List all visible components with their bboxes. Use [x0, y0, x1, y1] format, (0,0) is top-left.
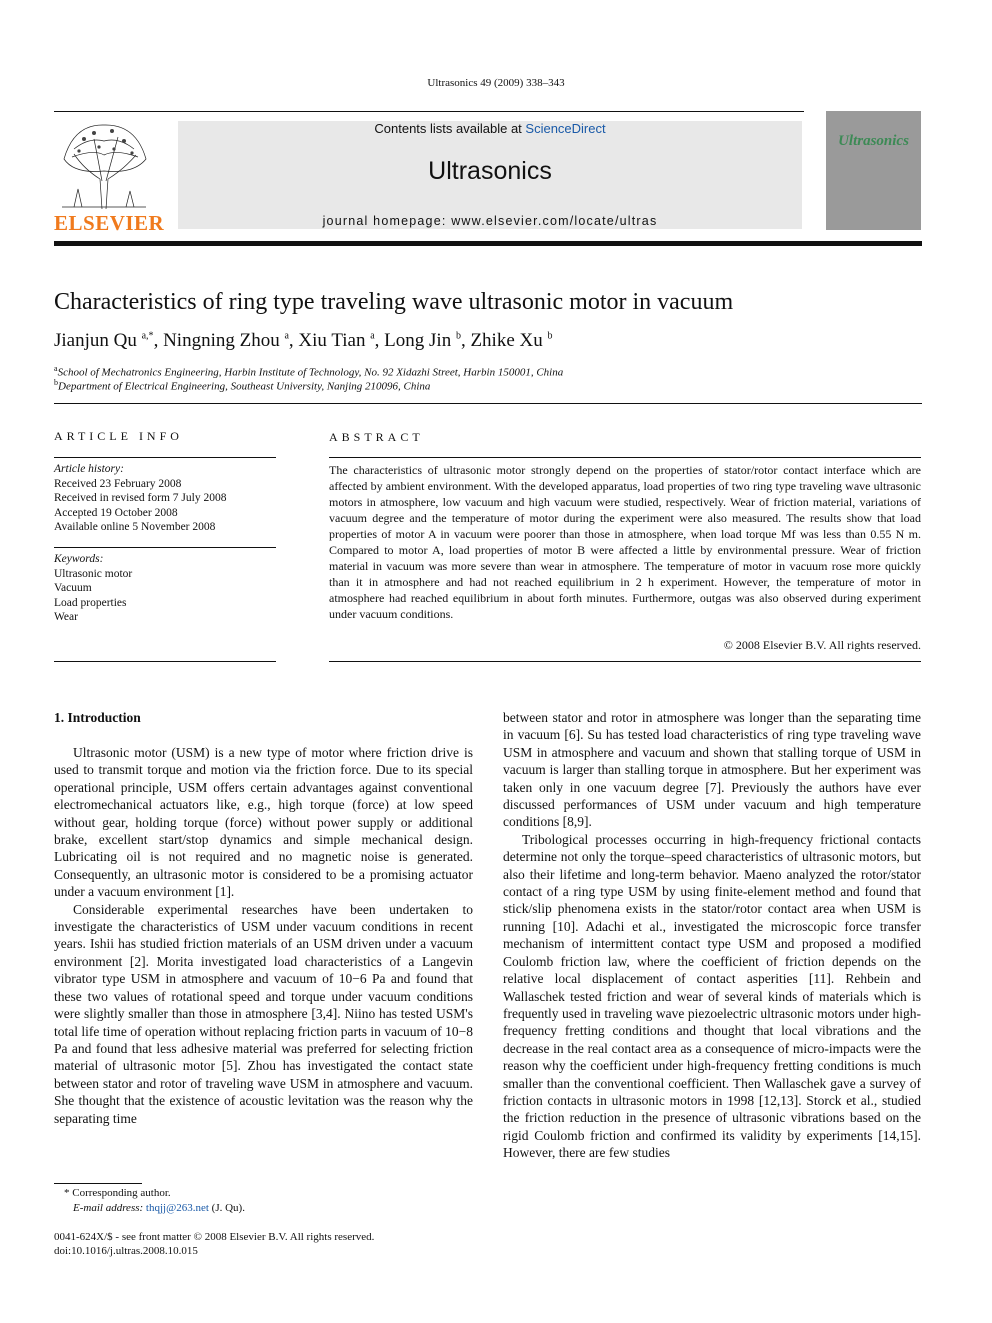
- footnote: [54, 1186, 245, 1215]
- section-heading: 1. Introduction: [54, 710, 141, 725]
- journal-citation: Ultrasonics 49 (2009) 338–343: [427, 77, 565, 89]
- author-sup: a: [284, 330, 289, 342]
- history-item: Received in revised form 7 July 2008: [54, 492, 227, 504]
- keyword-item: Ultrasonic motor: [54, 567, 133, 580]
- journal-title: Ultrasonics: [428, 157, 552, 185]
- affiliation-a: [54, 364, 563, 379]
- email-owner: (J. Qu).: [208, 1201, 245, 1214]
- affiliation-rule: [54, 403, 922, 404]
- keywords-label: Keywords:: [54, 553, 104, 565]
- author-name: Ningning Zhou: [163, 330, 280, 351]
- right-column: [503, 709, 921, 1162]
- history-item: Available online 5 November 2008: [54, 521, 216, 533]
- journal-homepage[interactable]: journal homepage: www.elsevier.com/locate/ultras: [322, 214, 658, 228]
- sciencedirect-link[interactable]: ScienceDirect: [525, 121, 606, 136]
- email-label: E-mail address:: [73, 1201, 146, 1214]
- abstract-bottom-rule: [329, 661, 921, 662]
- paper-title: Characteristics of ring type traveling wave ultrasonic motor in vacuum: [54, 289, 734, 315]
- body-paragraph: between stator and rotor in atmosphere was longer than the separating time in vacuum [6]. Su has tested load characteristics of ring type traveling wave USM in atmosphere and vacuum and shown that stalling torque of USM in vacuum is larger than stalling torque in atmosphere. But her experiment was taken only in one vacuum degree [7]. Previously the authors have ever discussed performances of USM under vacuum and high temperature conditions [8,9].: [503, 710, 921, 830]
- keyword-item: Vacuum: [54, 582, 92, 594]
- abstract-copyright: © 2008 Elsevier B.V. All rights reserved.: [723, 638, 921, 652]
- tree-icon: [54, 119, 154, 211]
- keywords: [54, 552, 132, 625]
- abstract-text: The characteristics of ultrasonic motor strongly depend on the properties of stator/rotor contact interface which are affected by ambient environment. With the developed apparatus, load properties of two ring type traveling wave ultrasonic motors in atmosphere, low vacuum and high vacuum were studied, respectively. Wear of friction material, variations of vacuum degree and the temperature of motor during the experiment were also measured. The results show that load properties of motor A in vacuum were poorer than those in atmosphere, when load torque Mf was less than 0.55 N m. Compared to motor A, load properties of motor B were affected a little by environmental pressure. Wear of friction material in vacuum was more severe than wear in atmosphere. The temperature of motor in vacuum rose more quickly than it in atmosphere and had not reached equilibrium in 2 h experiment. However, the temperature of motor in atmosphere had reached equilibrium in about forth minutes. Furthermore, outgas was also observed during experiment under vacuum conditions.: [329, 463, 921, 621]
- keywords-rule: [54, 547, 276, 548]
- body-paragraph: Ultrasonic motor (USM) is a new type of motor where friction drive is used to transmit torque and motion via the friction force. Due to its special operational principle, USM offers certain advantages against conventional electromechanical actuators like, e.g., high torque (force) at low speed without gear, holding torque (force) without power supply or additional brake, excellent start/stop dynamics and simple mechanical design. Lubricating oil is not required and no magnetic noise is generated. Consequently, an ultrasonic motor is considered to be a promising actuator under a vacuum environment [1].: [54, 745, 473, 900]
- history-item: Accepted 19 October 2008: [54, 506, 178, 519]
- cover-title: Ultrasonics: [838, 133, 909, 149]
- contents-prefix: Contents lists available at: [374, 121, 526, 136]
- issn-info: [54, 1230, 374, 1258]
- issn-line: 0041-624X/$ - see front matter © 2008 Elsevier B.V. All rights reserved.: [54, 1231, 375, 1243]
- body-paragraph: Tribological processes occurring in high-frequency frictional contacts determine not only the torque–speed characteristics of ultrasonic motors, but also their lifetime and long-term behavior. Maeno analyzed the rotor/stator contact of a ring type USM by using finite-element method and found that stick/slip phenomena exists in the stator/rotor contact area when USM is running [10]. Adachi et al., investigated the microscopic force transfer mechanism of intermittent contact type USM and proposed a modified Coulomb friction law, where the coefficient of friction depends on the relative local displacement of contact asperities [11]. Rehbein and Wallaschek tested friction and wear of several kinds of materials which is frequently used in traveling wave piezoelectric ultrasonic motors under high-frequency fretting conditions and thought that local vibrations and the decrease in the real contact area as a consequence of micro-impacts were the reason why the coefficient under high-frequency fretting conditions is much smaller than the conventional coefficient. Then Wallaschek gave a survey of friction contacts in ultrasonic motors in 1998 [12,13]. Storck et al., studied the friction reduction in the presence of ultrasonic vibrations based on the rigid Coulomb friction and confirmed its validity by experiments [14,15]. However, there are few studies: [503, 831, 921, 1161]
- header-thick-rule: [54, 241, 922, 246]
- affiliation-b: [54, 378, 430, 393]
- author-list: Jianjun Qu $^{a,*}$, Ningning Zhou $^a$, Xiu Tian $^a$, Long Jin $^b$, Zhike Xu $^b$: [54, 330, 553, 351]
- author-sup: a: [370, 330, 375, 342]
- affiliation-sup: b: [54, 378, 58, 387]
- article-info-rule: [54, 457, 276, 458]
- journal-cover: [826, 111, 921, 230]
- left-column: [54, 744, 473, 1127]
- author-sup: b: [455, 330, 461, 342]
- author-sup: b: [547, 330, 553, 342]
- author-name: Zhike Xu: [470, 330, 543, 351]
- doi-line[interactable]: doi:10.1016/j.ultras.2008.10.015: [54, 1245, 198, 1257]
- email-link[interactable]: thqjj@263.net: [145, 1201, 209, 1214]
- history-label: Article history:: [54, 463, 124, 475]
- affiliation-text: Department of Electrical Engineering, Southeast University, Nanjing 210096, China: [58, 380, 431, 393]
- corresponding-author: * Corresponding author.: [64, 1187, 171, 1199]
- keyword-item: Load properties: [54, 596, 127, 609]
- affiliation-sup: a: [54, 364, 58, 373]
- article-info-heading: ARTICLE INFO: [54, 429, 183, 443]
- author-name: Jianjun Qu: [54, 330, 137, 351]
- history-item: Received 23 February 2008: [54, 477, 182, 490]
- article-history: [54, 462, 226, 535]
- author-name: Long Jin: [384, 330, 452, 351]
- keyword-item: Wear: [54, 611, 78, 623]
- contents-line: [178, 121, 802, 136]
- journal-masthead: [178, 121, 802, 229]
- body-paragraph: Considerable experimental researches have been undertaken to investigate the characteristics of USM under vacuum conditions in recent years. Ishii has studied friction materials of an USM driven under a vacuum environment [2]. Morita investigated load characteristics of a Langevin vibrator type USM in atmosphere and vacuum of 10−6 Pa and found that these two values of rotational speed and torque under vacuum conditions were slightly smaller than those in atmosphere [3,4]. Niino has tested USM's total life time of operation without replacing friction parts in vacuum of 10−8 Pa and found that less adhesive material was preferred for selecting friction material of ultrasonic motor [5]. Zhou has investigated the contact state between stator and rotor of traveling wave USM in atmosphere and vacuum. She thought that the existence of acoustic levitation was the reason why the separating time: [54, 901, 473, 1126]
- header-rule: [54, 111, 804, 112]
- info-bottom-rule: [54, 661, 276, 662]
- author-sup: a,*: [141, 330, 154, 342]
- footnote-rule: [54, 1183, 142, 1184]
- elsevier-wordmark: ELSEVIER: [54, 211, 165, 235]
- author-name: Xiu Tian: [298, 330, 366, 351]
- affiliation-text: School of Mechatronics Engineering, Harbin Institute of Technology, No. 92 Xidazhi Street, Harbin 150001, China: [57, 366, 564, 379]
- abstract-heading: ABSTRACT: [329, 430, 424, 444]
- abstract-rule: [329, 457, 921, 458]
